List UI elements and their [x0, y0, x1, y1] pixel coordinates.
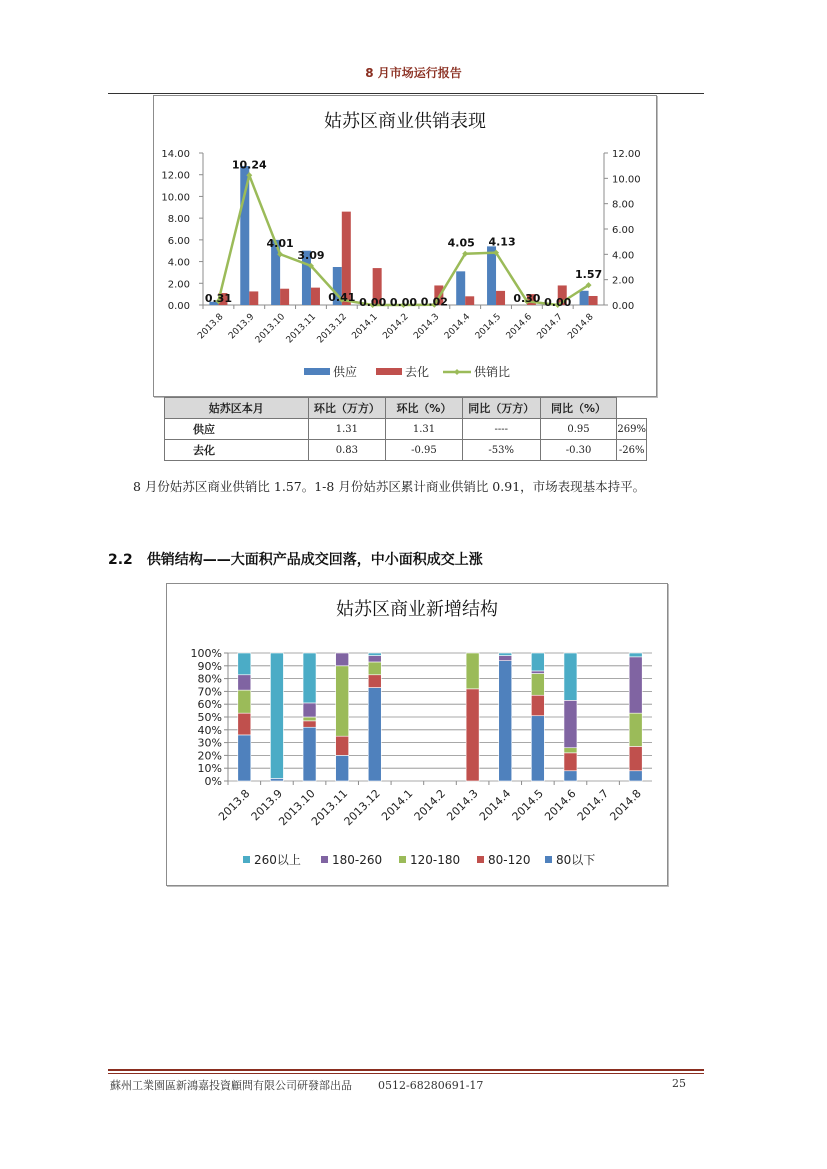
x-tick-label: 2013.8: [216, 786, 253, 824]
table-cell: -0.30: [540, 440, 617, 461]
legend-supply-label: 供应: [333, 365, 358, 379]
stack-segment: [368, 662, 381, 675]
legend-swatch: [243, 856, 250, 863]
legend-swatch: [477, 856, 484, 863]
stats-table-header-row: [165, 398, 647, 419]
table-row: [165, 419, 647, 440]
x-tick-label: 2014.7: [535, 312, 565, 342]
y-tick-label: 0%: [204, 775, 222, 788]
ratio-data-label: 0.00: [389, 296, 418, 309]
table-cell: 269%: [617, 419, 647, 440]
stats-table: [164, 397, 647, 461]
y-tick-label: 40%: [197, 723, 222, 737]
left-tick-label: 8.00: [167, 214, 190, 226]
stack-segment: [531, 671, 544, 674]
left-tick-label: 2.00: [167, 279, 190, 291]
left-tick-label: 6.00: [167, 235, 190, 247]
stack-segment: [564, 753, 577, 771]
y-tick-label: 30%: [197, 736, 222, 750]
absorption-bar: [496, 291, 505, 305]
stack-segment: [499, 661, 512, 781]
table-row: [165, 440, 647, 461]
ratio-data-label: 4.01: [266, 237, 294, 251]
stack-segment: [270, 653, 283, 778]
stack-segment: [303, 717, 316, 721]
stack-segment: [564, 748, 577, 753]
stack-segment: [629, 771, 642, 781]
table-row-label: 供应: [165, 419, 309, 440]
stack-segment: [336, 736, 349, 755]
ratio-data-label: 0.00: [359, 296, 387, 309]
stack-segment: [303, 703, 316, 717]
stack-segment: [336, 755, 349, 781]
stack-segment: [629, 657, 642, 713]
stack-segment: [238, 690, 251, 713]
page-header-title: 8 月市场运行报告: [365, 66, 462, 80]
left-tick-label: 0.00: [167, 301, 190, 312]
stats-header-yoy-amount: 同比（万方）: [462, 398, 540, 419]
x-tick-label: 2013.12: [341, 786, 383, 829]
supply-demand-chart: [153, 95, 657, 397]
x-tick-label: 2013.10: [276, 786, 318, 829]
stack-segment: [238, 713, 251, 735]
new-supply-structure-chart-svg: [167, 584, 667, 885]
x-tick-label: 2013.9: [227, 312, 257, 342]
x-tick-label: 2014.7: [574, 786, 612, 824]
legend-swatch: [545, 856, 552, 863]
y-tick-label: 20%: [197, 749, 222, 763]
legend-label: 80-120: [488, 853, 531, 867]
supply-bar: [240, 166, 249, 305]
stack-segment: [368, 656, 381, 662]
table-cell: 0.83: [308, 440, 386, 461]
stack-segment: [336, 666, 349, 736]
x-tick-label: 2013.9: [248, 786, 286, 824]
stats-header-mom-pct: 环比（%）: [386, 398, 463, 419]
stack-segment: [303, 721, 316, 727]
supply-bar: [580, 291, 589, 305]
left-tick-label: 4.00: [167, 257, 190, 269]
new-supply-structure-chart: [166, 583, 668, 886]
ratio-data-label: 3.09: [297, 248, 325, 262]
y-tick-label: 100%: [190, 647, 222, 660]
y-tick-label: 90%: [197, 659, 222, 673]
ratio-data-label: 10.24: [231, 158, 267, 172]
legend-label: 80以下: [556, 853, 596, 867]
stack-segment: [531, 716, 544, 781]
stats-header-label: 姑苏区本月: [165, 398, 309, 419]
left-tick-label: 10.00: [161, 192, 190, 204]
x-tick-label: 2014.4: [476, 786, 514, 824]
table-cell: -53%: [462, 440, 540, 461]
table-cell: 0.95: [540, 419, 617, 440]
stack-segment: [368, 688, 381, 781]
table-cell: -26%: [617, 440, 647, 461]
x-tick-label: 2014.5: [473, 312, 504, 342]
stack-segment: [629, 653, 642, 657]
y-tick-label: 50%: [197, 711, 222, 724]
absorption-bar: [280, 289, 289, 305]
legend-label: 260以上: [254, 853, 301, 867]
legend-absorption-label: 去化: [405, 365, 430, 379]
x-tick-label: 2013.11: [308, 786, 351, 829]
y-tick-label: 80%: [197, 672, 222, 686]
x-tick-label: 2013.11: [284, 312, 319, 346]
stack-segment: [466, 689, 479, 781]
stack-segment: [629, 713, 642, 746]
supply-demand-chart-svg: [154, 96, 656, 396]
right-tick-label: 4.00: [612, 250, 635, 262]
ratio-data-label: 0.00: [544, 296, 572, 309]
x-tick-label: 2013.10: [253, 312, 288, 346]
right-tick-label: 10.00: [612, 174, 641, 186]
chart-title: 姑苏区商业新增结构: [336, 599, 498, 620]
legend-label: 180-260: [332, 853, 383, 867]
stack-segment: [531, 653, 544, 671]
table-row-label: 去化: [165, 440, 309, 461]
ratio-data-label: 0.41: [328, 290, 356, 304]
stack-segment: [466, 653, 479, 689]
supply-bar: [487, 246, 496, 305]
stack-segment: [564, 653, 577, 700]
x-tick-label: 2014.2: [381, 312, 411, 342]
right-tick-label: 6.00: [612, 225, 635, 236]
legend-ratio-label: 供销比: [474, 365, 511, 379]
table-cell: -0.95: [386, 440, 463, 461]
stack-segment: [564, 700, 577, 747]
left-tick-label: 12.00: [161, 170, 190, 182]
stack-segment: [499, 653, 512, 656]
stack-segment: [368, 675, 381, 688]
right-tick-label: 8.00: [612, 199, 635, 211]
stack-segment: [238, 675, 251, 690]
stack-segment: [531, 673, 544, 695]
ratio-data-label: 4.13: [488, 235, 516, 249]
stack-segment: [368, 653, 381, 656]
x-tick-label: 2013.12: [315, 312, 349, 346]
x-tick-label: 2014.1: [350, 312, 380, 342]
stack-segment: [336, 653, 349, 666]
absorption-bar: [249, 291, 258, 305]
stack-segment: [531, 695, 544, 715]
x-tick-label: 2014.1: [379, 786, 416, 824]
footer-company: 蘇州工業園區新鴻嘉投資顧問有限公司研發部出品: [110, 1079, 352, 1092]
footer-credit: [110, 1077, 483, 1093]
ratio-data-label: 1.57: [575, 268, 603, 282]
x-tick-label: 2014.3: [444, 786, 481, 824]
page-number: 25: [672, 1077, 686, 1090]
stack-segment: [564, 771, 577, 781]
supply-bar: [456, 271, 465, 305]
body-paragraph: 8 月份姑苏区商业供销比 1.57。1-8 月份姑苏区累计商业供销比 0.91，市场表现基本持平。: [133, 479, 646, 494]
x-tick-label: 2014.4: [442, 312, 473, 342]
x-tick-label: 2013.8: [196, 312, 226, 342]
stack-segment: [499, 656, 512, 661]
chart-title: 姑苏区商业供销表现: [324, 111, 486, 132]
legend-swatch: [321, 856, 328, 863]
table-cell: 1.31: [308, 419, 386, 440]
right-tick-label: 2.00: [612, 275, 635, 287]
ratio-data-label: 0.31: [204, 292, 232, 306]
stats-header-yoy-pct: 同比（%）: [540, 398, 617, 419]
ratio-data-label: 4.05: [447, 236, 475, 250]
stats-header-mom-amount: 环比（万方）: [308, 398, 386, 419]
header-rule: [108, 93, 704, 94]
stack-segment: [303, 653, 316, 703]
footer-rule-thin: [108, 1073, 704, 1074]
section-heading: [108, 549, 483, 569]
absorption-bar: [465, 296, 474, 305]
right-tick-label: 12.00: [612, 149, 641, 160]
left-tick-label: 14.00: [161, 149, 190, 160]
absorption-bar: [311, 288, 320, 305]
stack-segment: [238, 735, 251, 781]
footer-rule-thick: [108, 1069, 704, 1071]
stack-segment: [629, 746, 642, 770]
stack-segment: [270, 778, 283, 781]
legend-absorption-swatch: [376, 368, 402, 375]
x-tick-label: 2014.8: [607, 786, 644, 824]
x-tick-label: 2014.8: [566, 312, 596, 342]
legend-supply-swatch: [304, 368, 330, 375]
stack-segment: [303, 727, 316, 781]
table-cell: ----: [462, 419, 540, 440]
x-tick-label: 2014.3: [412, 312, 442, 342]
absorption-bar: [589, 296, 598, 305]
stack-segment: [238, 653, 251, 675]
section-number: 2.2: [108, 552, 133, 568]
legend-ratio-marker: [454, 369, 460, 375]
ratio-data-label: 0.02: [420, 295, 448, 309]
legend-label: 120-180: [410, 853, 461, 867]
y-tick-label: 70%: [197, 685, 222, 699]
legend-swatch: [399, 856, 406, 863]
table-cell: 1.31: [386, 419, 463, 440]
y-tick-label: 10%: [197, 762, 222, 776]
x-tick-label: 2014.5: [509, 786, 546, 824]
x-tick-label: 2014.6: [504, 312, 535, 342]
section-title: 供销结构——大面积产品成交回落，中小面积成交上涨: [146, 552, 483, 568]
footer-phone: 0512-68280691-17: [378, 1079, 484, 1092]
x-tick-label: 2014.2: [411, 786, 449, 824]
x-tick-label: 2014.6: [542, 786, 579, 824]
ratio-data-label: 0.30: [513, 292, 541, 306]
right-tick-label: 0.00: [612, 301, 635, 312]
y-tick-label: 60%: [197, 698, 222, 712]
